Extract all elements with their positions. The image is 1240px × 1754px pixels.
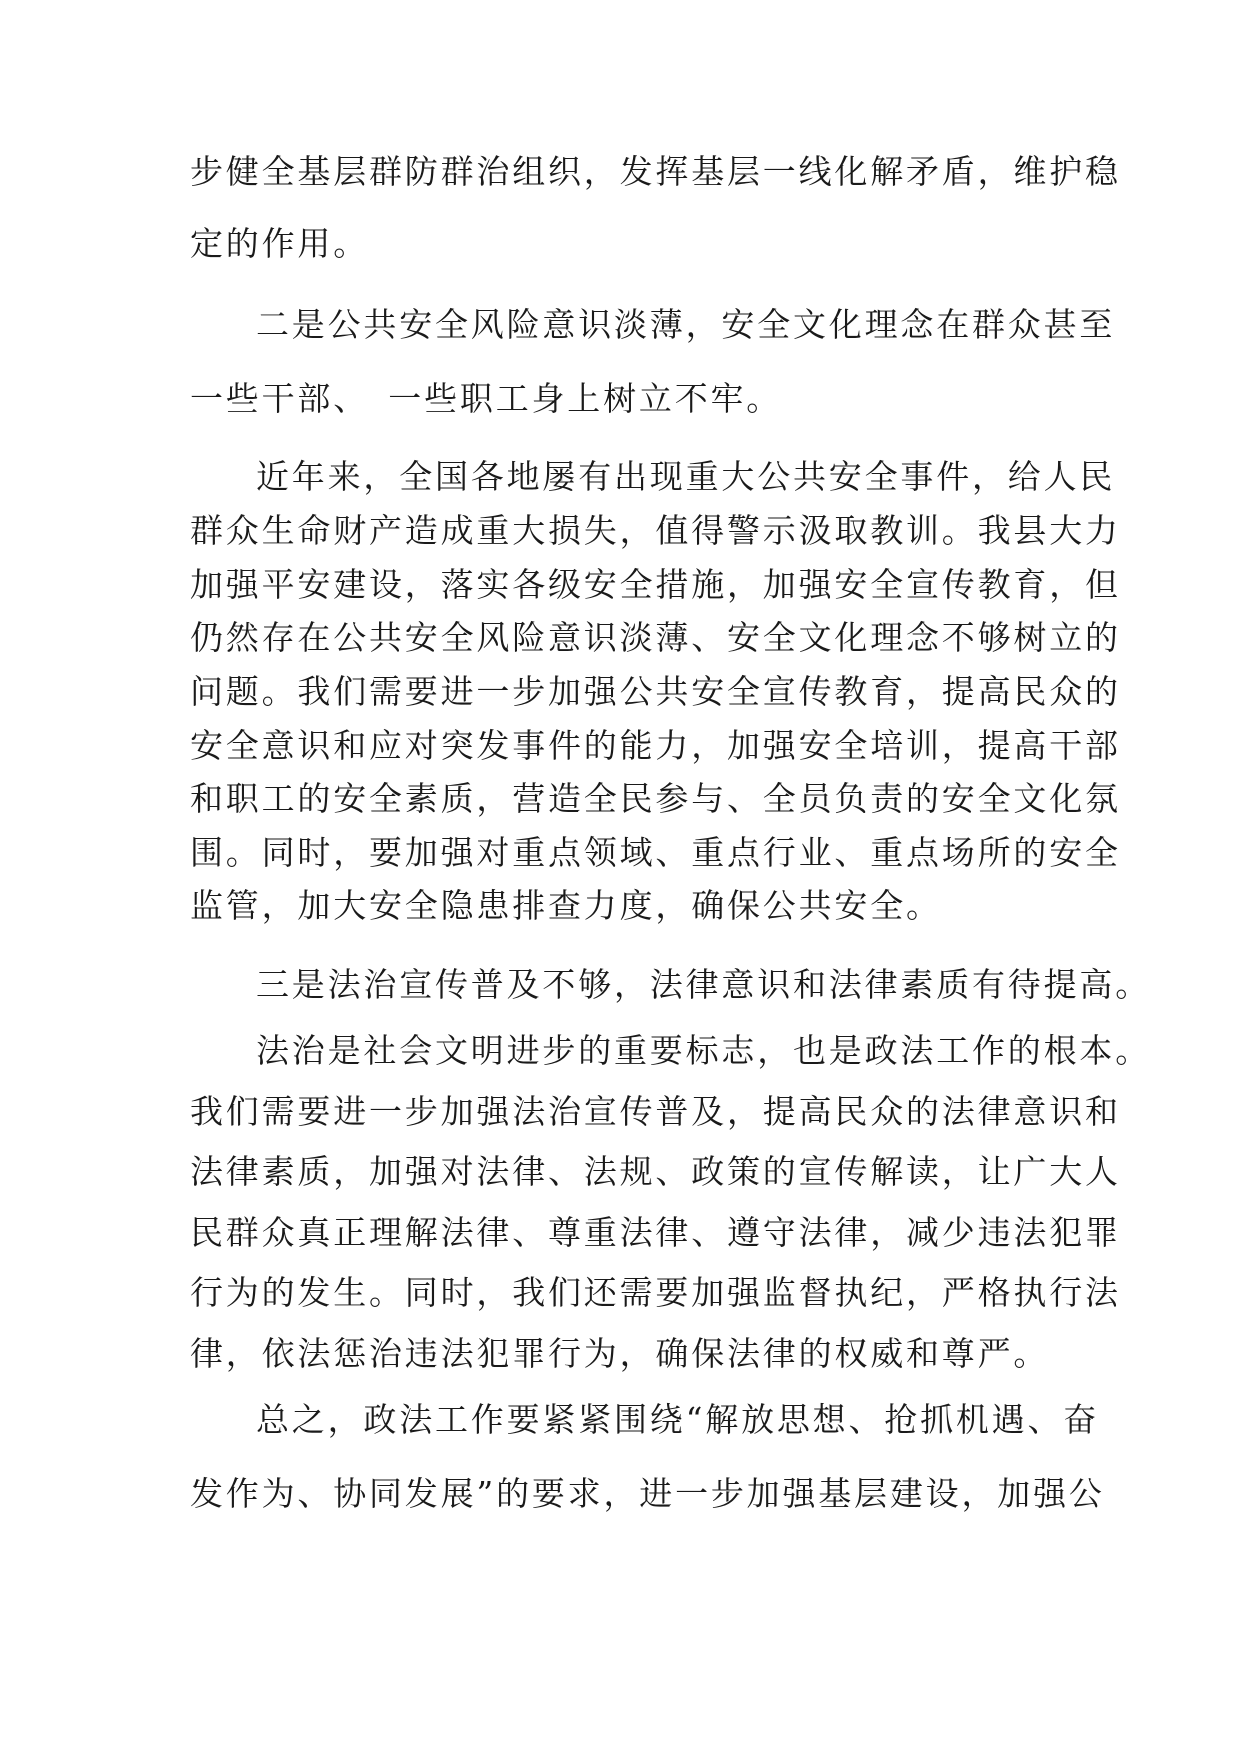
text-line: 总之，政法工作要紧紧围绕“解放思想、抢抓机遇、奋 xyxy=(256,1400,1100,1439)
text-line: 和职工的安全素质，营造全民参与、全员负责的安全文化氛 xyxy=(190,779,1121,818)
text-line: 民群众真正理解法律、尊重法律、遵守法律，减少违法犯罪 xyxy=(190,1213,1121,1252)
text-line: 定的作用。 xyxy=(190,224,369,263)
text-line: 仍然存在公共安全风险意识淡薄、安全文化理念不够树立的 xyxy=(190,618,1121,657)
text-line: 行为的发生。同时，我们还需要加强监督执纪，严格执行法 xyxy=(190,1273,1121,1312)
text-line: 发作为、协同发展”的要求，进一步加强基层建设，加强公 xyxy=(190,1474,1105,1513)
text-line: 加强平安建设，落实各级安全措施，加强安全宣传教育，但 xyxy=(190,565,1121,604)
text-line: 步健全基层群防群治组织，发挥基层一线化解矛盾，维护稳 xyxy=(190,152,1121,191)
text-line: 我们需要进一步加强法治宣传普及，提高民众的法律意识和 xyxy=(190,1092,1121,1131)
text-line: 安全意识和应对突发事件的能力，加强安全培训，提高干部 xyxy=(190,726,1121,765)
text-line: 监管，加大安全隐患排查力度，确保公共安全。 xyxy=(190,886,942,925)
paragraph-heading: 二是公共安全风险意识淡薄，安全文化理念在群众甚至 xyxy=(256,305,1116,344)
text-line: 问题。我们需要进一步加强公共安全宣传教育，提高民众的 xyxy=(190,672,1121,711)
text-line: 法治是社会文明进步的重要标志，也是政法工作的根本。 xyxy=(256,1031,1151,1070)
paragraph-heading: 三是法治宣传普及不够，法律意识和法律素质有待提高。 xyxy=(256,965,1151,1004)
text-line: 群众生命财产造成重大损失，值得警示汲取教训。我县大力 xyxy=(190,511,1121,550)
text-line: 法律素质，加强对法律、法规、政策的宣传解读，让广大人 xyxy=(190,1152,1121,1191)
text-line: 律，依法惩治违法犯罪行为，确保法律的权威和尊严。 xyxy=(190,1334,1050,1373)
text-line: 一些干部、 一些职工身上树立不牢。 xyxy=(190,379,783,418)
text-line: 围。同时，要加强对重点领域、重点行业、重点场所的安全 xyxy=(190,833,1121,872)
text-line: 近年来，全国各地屡有出现重大公共安全事件，给人民 xyxy=(256,457,1116,496)
